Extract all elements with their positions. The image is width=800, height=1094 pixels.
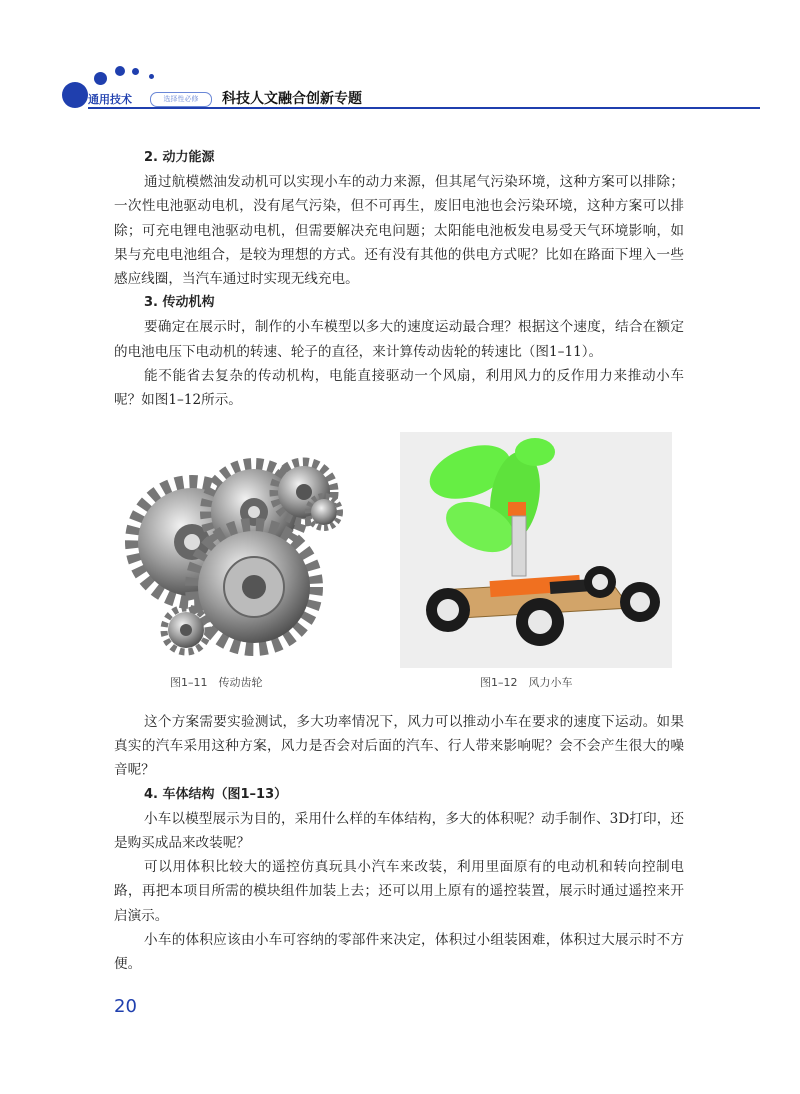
header-rule	[88, 107, 760, 109]
page-number: 20	[114, 996, 137, 1017]
page-header	[0, 0, 800, 120]
section-heading: 4. 车体结构（图1–13）	[144, 786, 288, 802]
paragraph: 能不能省去复杂的传动机构，电能直接驱动一个风扇，利用风力的反作用力来推动小车呢？如图1–12所示。	[114, 367, 684, 409]
paragraph: 这个方案需要实验测试，多大功率情况下，风力可以推动小车在要求的速度下运动。如果真实的汽车采用这种方案，风力是否会对后面的汽车、行人带来影响呢？会不会产生很大的噪音呢？	[114, 714, 684, 779]
gears-image	[114, 432, 354, 668]
paragraph: 可以用体积比较大的遥控仿真玩具小汽车来改装，利用里面原有的电动机和转向控制电路，再把本项目所需的模块组件加装上去；还可以用上原有的遥控装置，展示时通过遥控来开启演示。	[114, 859, 684, 924]
paragraph: 小车以模型展示为目的，采用什么样的车体结构，多大的体积呢？动手制作、3D打印，还是购买成品来改装呢？	[114, 810, 684, 852]
figure-caption-gears: 图1–11 传动齿轮	[170, 676, 263, 689]
paragraph: 要确定在展示时，制作的小车模型以多大的速度运动最合理？根据这个速度，结合在额定的电池电压下电动机的转速、轮子的直径，来计算传动齿轮的转速比（图1–11）。	[114, 319, 684, 360]
header-tag: 选择性必修	[150, 92, 212, 107]
header-title: 科技人文融合创新专题	[222, 91, 362, 107]
section-heading: 2. 动力能源	[144, 150, 215, 165]
paragraph: 小车的体积应该由小车可容纳的零部件来决定，体积过小组装困难，体积过大展示时不方便。	[114, 931, 684, 973]
section-heading: 3. 传动机构	[144, 295, 215, 311]
figure-caption-wind-car: 图1–12 风力小车	[480, 676, 573, 689]
section-power-source	[114, 146, 684, 412]
wind-car-image	[400, 432, 672, 668]
header-subject: 通用技术	[88, 93, 132, 106]
paragraph: 通过航模燃油发动机可以实现小车的动力来源，但其尾气污染环境，这种方案可以排除；一次性电池驱动电机，没有尾气污染，但不可再生，废旧电池也会污染环境，这种方案可以排除；可充电锂电池驱动电机，但需要解决充电问题；太阳能电池板发电易受天气环境影响，如果与充电电池组合，是较为理想的方式。还有没有其他的供电方式呢？比如在路面下埋入一些感应线圈，当汽车通过时实现无线充电。	[114, 174, 684, 288]
section-structure	[114, 710, 684, 976]
